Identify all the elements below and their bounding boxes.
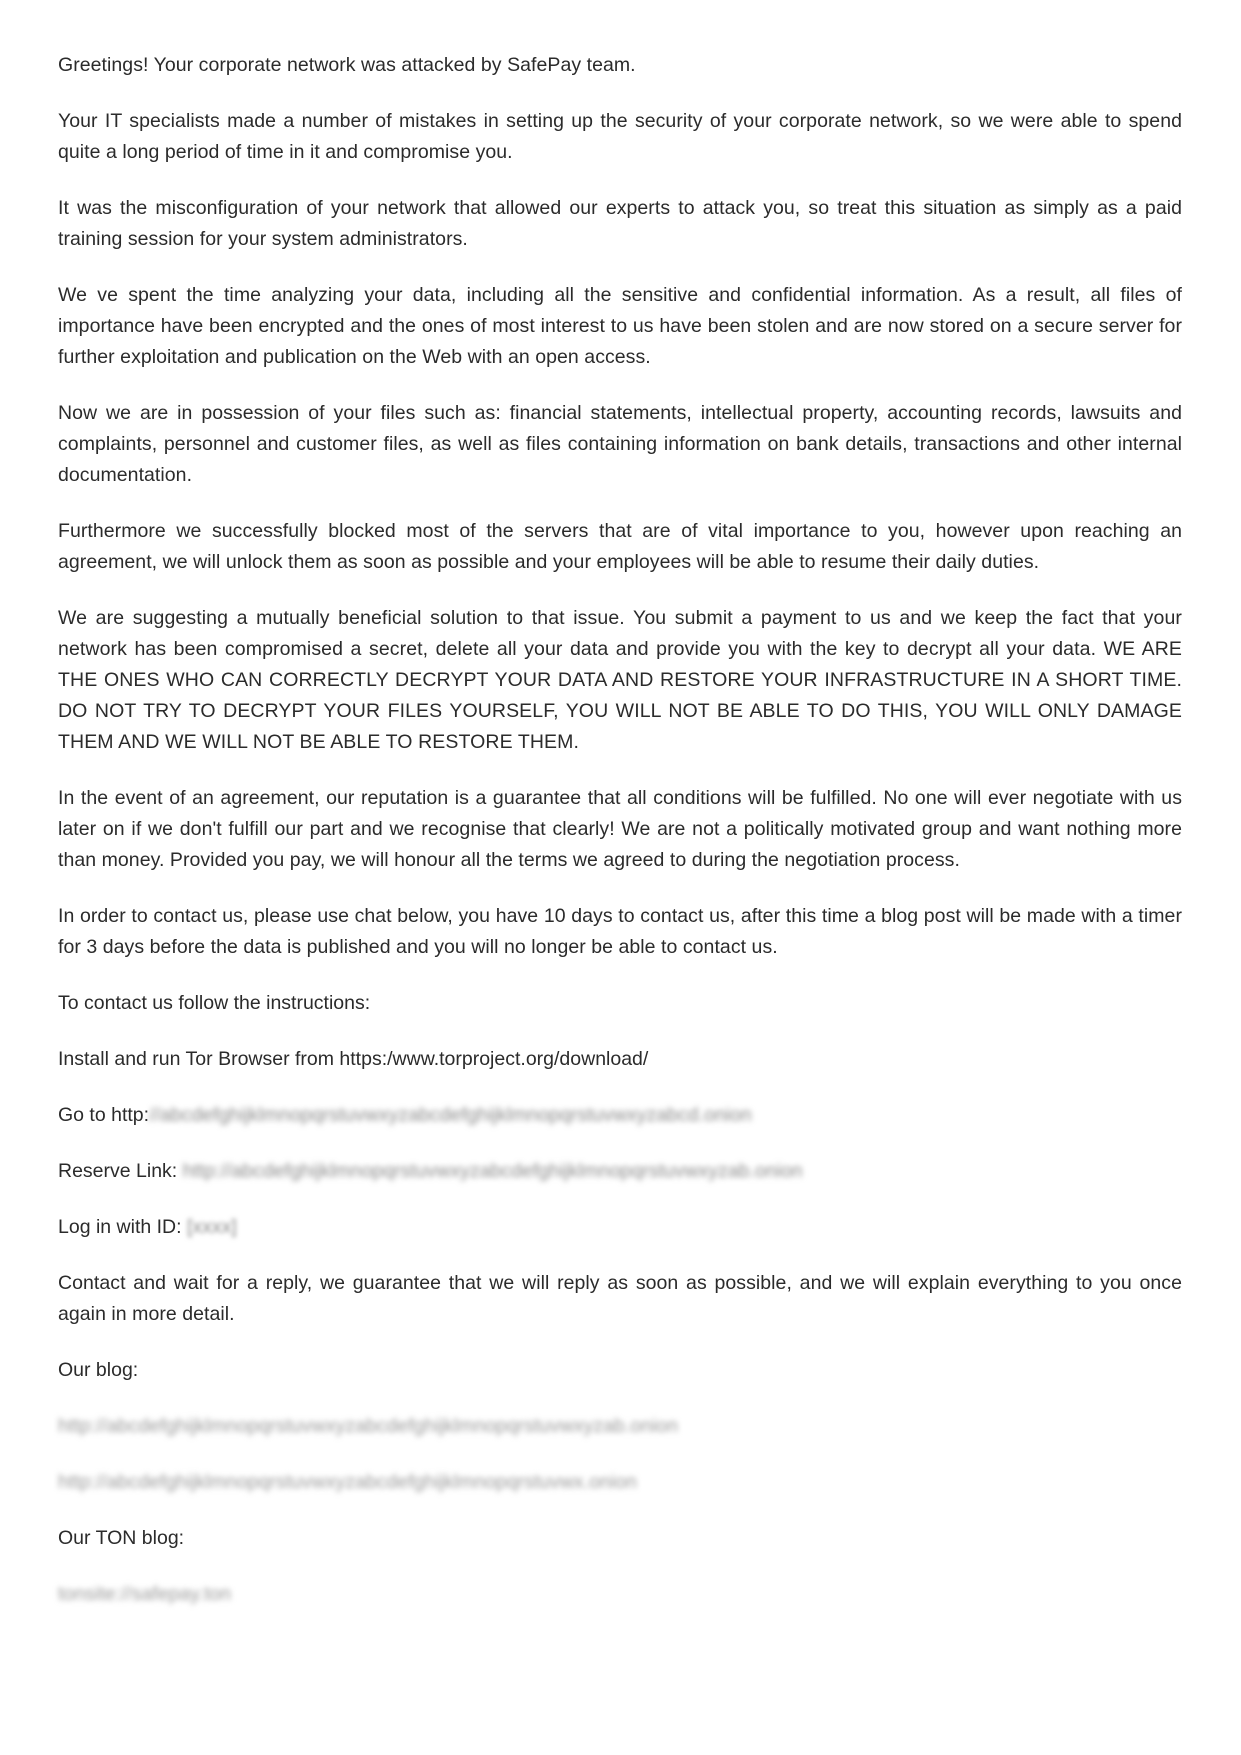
paragraph-data-analysis: We ve spent the time analyzing your data, including all the sensitive and confidential information. As a result, all files of importance have been encrypted and the ones of most interest to us have been stolen and are now stored on a secure server for further exploitation and publication on the Web with an open access. [58, 284, 1182, 368]
ton-blog-link[interactable]: tonsite://safepay.ton [58, 1583, 232, 1605]
paragraph-instructions: To contact us follow the instructions: [58, 992, 371, 1014]
ton-blog-label: Our TON blog: [58, 1527, 185, 1549]
paragraph-files-possession: Now we are in possession of your files such as: financial statements, intellectual property, accounting records, lawsuits and complaints, personnel and customer files, as well as files containing information on bank details, transactions and other internal documentation. [58, 402, 1182, 486]
goto-line [58, 1100, 1182, 1131]
paragraph-wait-reply: Contact and wait for a reply, we guarantee that we will reply as soon as possible, and we will explain everything to you once again in more detail. [58, 1272, 1182, 1325]
solution-caps-text: WE ARE THE ONES WHO CAN CORRECTLY DECRYPT YOUR DATA AND RESTORE YOUR INFRASTRUCTURE IN A SHORT TIME. DO NOT TRY TO DECRYPT YOUR FILES YOURSELF, YOU WILL NOT BE ABLE TO DO THIS, YOU WILL ONLY DAMAGE THEM AND WE WILL NOT BE ABLE TO RESTORE THEM. [58, 638, 1182, 753]
ransom-note-document [58, 50, 1182, 1635]
blog-link-1[interactable]: http://abcdefghijklmnopqrstuvwxyzabcdefghijklmnopqrstuvwxyzab.onion [58, 1415, 678, 1437]
goto-onion-link[interactable]: //abcdefghijklmnopqrstuvwxyzabcdefghijklmnopqrstuvwxyzabcd.onion [149, 1104, 752, 1126]
paragraph-misconfiguration: It was the misconfiguration of your network that allowed our experts to attack you, so treat this situation as simply as a paid training session for your system administrators. [58, 197, 1182, 250]
paragraph-mistakes: Your IT specialists made a number of mistakes in setting up the security of your corporate network, so we were able to spend quite a long period of time in it and compromise you. [58, 110, 1182, 163]
paragraph-install-tor: Install and run Tor Browser from https:/www.torproject.org/download/ [58, 1048, 649, 1070]
paragraph-solution [58, 603, 1182, 758]
paragraph-contact-deadline: In order to contact us, please use chat below, you have 10 days to contact us, after this time a blog post will be made with a timer for 3 days before the data is published and you will no longer be able to contact us. [58, 905, 1182, 958]
goto-label: Go to http: [58, 1104, 150, 1126]
solution-intro-text: We are suggesting a mutually beneficial solution to that issue. You submit a payment to us and we keep the fact that your network has been compromised a secret, delete all your data and provide you with the key to decrypt all your data. [58, 607, 1182, 660]
reserve-line [58, 1156, 1182, 1187]
reserve-onion-link[interactable]: http://abcdefghijklmnopqrstuvwxyzabcdefghijklmnopqrstuvwxyzab.onion [182, 1160, 803, 1182]
login-id-value: [xxxx] [186, 1216, 237, 1238]
paragraph-greeting: Greetings! Your corporate network was attacked by SafePay team. [58, 54, 636, 76]
blog-link-2[interactable]: http://abcdefghijklmnopqrstuvwxyzabcdefghijklmnopqrstuvwx.onion [58, 1471, 637, 1493]
login-line [58, 1212, 1182, 1243]
paragraph-servers-blocked: Furthermore we successfully blocked most of the servers that are of vital importance to you, however upon reaching an agreement, we will unlock them as soon as possible and your employees will be able to resume their daily duties. [58, 520, 1182, 573]
reserve-label: Reserve Link: [58, 1160, 183, 1182]
login-label: Log in with ID: [58, 1216, 187, 1238]
paragraph-reputation: In the event of an agreement, our reputation is a guarantee that all conditions will be fulfilled. No one will ever negotiate with us later on if we don't fulfill our part and we recognise that clearly! We are not a politically motivated group and want nothing more than money. Provided you pay, we will honour all the terms we agreed to during the negotiation process. [58, 787, 1182, 871]
blog-label: Our blog: [58, 1359, 139, 1381]
